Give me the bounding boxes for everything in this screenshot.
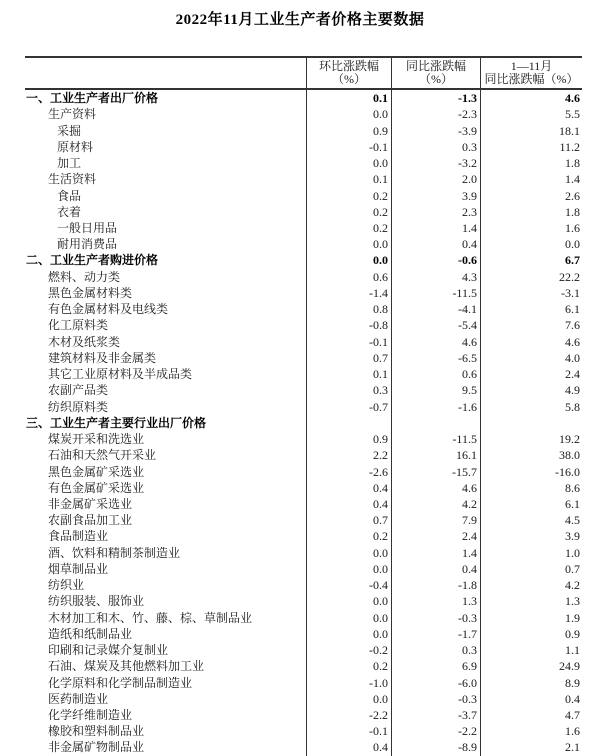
row-value: 1.0 [565, 545, 580, 560]
row-value [307, 415, 392, 431]
table-row [25, 463, 582, 479]
row-value: 2.1 [565, 740, 580, 755]
row-value: 1.1 [565, 643, 580, 658]
row-label: 生活资料 [25, 171, 307, 187]
row-label: 纺织业 [25, 577, 307, 593]
row-label: 生产资料 [25, 106, 307, 122]
table-row [25, 577, 582, 593]
row-label: 食品 [25, 187, 307, 203]
table-row [25, 204, 582, 220]
row-value: -0.1 [307, 139, 392, 155]
row-label: 原材料 [25, 139, 307, 155]
row-value [392, 415, 481, 431]
table-row [25, 480, 582, 496]
row-value: -0.4 [307, 577, 392, 593]
table-row [25, 545, 582, 561]
table-row [25, 236, 582, 252]
row-label: 石油和天然气开采业 [25, 447, 307, 463]
row-value: -1.6 [392, 398, 481, 414]
row-label: 农副食品加工业 [25, 512, 307, 528]
table-row [25, 285, 582, 301]
row-value: -0.2 [307, 642, 392, 658]
row-value: -1.8 [392, 577, 481, 593]
row-label: 黑色金属材料类 [25, 285, 307, 301]
row-value: -2.3 [392, 106, 481, 122]
row-label: 石油、煤炭及其他燃料加工业 [25, 658, 307, 674]
row-value: 2.6 [565, 188, 580, 203]
header-ytd-line1: 1—11月 [510, 59, 553, 73]
row-value: 0.6 [307, 269, 392, 285]
row-value: 3.9 [565, 529, 580, 544]
table-row [25, 171, 582, 187]
row-value: 0.3 [392, 642, 481, 658]
row-value: -0.1 [307, 334, 392, 350]
table-row [25, 122, 582, 138]
table-row [25, 528, 582, 544]
table-row [25, 723, 582, 739]
row-value: 7.6 [565, 318, 580, 333]
row-value: 4.3 [392, 269, 481, 285]
row-value: 6.7 [565, 253, 580, 268]
table-row [25, 415, 582, 431]
row-label: 非金属矿物制品业 [25, 739, 307, 755]
row-value: 0.1 [307, 171, 392, 187]
row-label: 衣着 [25, 204, 307, 220]
table-row [25, 252, 582, 268]
row-value: 16.1 [392, 447, 481, 463]
row-value: 0.2 [307, 658, 392, 674]
row-value: 2.4 [565, 367, 580, 382]
row-label: 其它工业原材料及半成品类 [25, 366, 307, 382]
row-label: 非金属矿采选业 [25, 496, 307, 512]
row-value: -16.0 [555, 464, 580, 479]
row-value: 0.9 [307, 122, 392, 138]
row-value: 11.2 [559, 139, 580, 154]
row-value: 19.2 [559, 432, 580, 447]
row-label: 医药制造业 [25, 691, 307, 707]
row-value: 0.2 [307, 204, 392, 220]
row-value: 2.3 [392, 204, 481, 220]
row-value: -2.2 [307, 707, 392, 723]
header-cell-ytd [481, 58, 582, 88]
row-value: -0.1 [307, 723, 392, 739]
row-label: 采掘 [25, 122, 307, 138]
row-label: 建筑材料及非金属类 [25, 350, 307, 366]
row-value: 6.1 [565, 302, 580, 317]
table-row [25, 674, 582, 690]
table-row [25, 512, 582, 528]
row-value: 0.4 [565, 691, 580, 706]
table-body [25, 90, 582, 756]
row-label: 农副产品类 [25, 382, 307, 398]
row-label: 化学原料和化学制品制造业 [25, 674, 307, 690]
row-value: 1.6 [565, 724, 580, 739]
header-mom-line1: 环比涨跌幅 [318, 59, 379, 73]
row-value: 0.7 [307, 512, 392, 528]
header-cell-yoy [392, 58, 481, 88]
table-header-row [25, 56, 582, 90]
row-value: 0.0 [307, 155, 392, 171]
row-value: 7.9 [392, 512, 481, 528]
table-row [25, 106, 582, 122]
table-row [25, 187, 582, 203]
table-row [25, 382, 582, 398]
row-value: 9.5 [392, 382, 481, 398]
row-value: -11.5 [392, 431, 481, 447]
table-row [25, 350, 582, 366]
row-label: 一、工业生产者出厂价格 [25, 90, 307, 106]
row-label: 化学纤维制造业 [25, 707, 307, 723]
row-value: 0.8 [307, 301, 392, 317]
table-row [25, 739, 582, 755]
row-value: 3.9 [392, 187, 481, 203]
row-value: 1.8 [565, 156, 580, 171]
header-yoy-line2: （%） [419, 72, 453, 86]
header-ytd-line2: 同比涨跌幅（%） [484, 72, 579, 86]
row-value: 5.8 [565, 399, 580, 414]
row-value: 4.9 [565, 383, 580, 398]
row-value: 4.0 [565, 350, 580, 365]
header-mom-line2: （%） [332, 72, 366, 86]
price-table [25, 56, 582, 756]
table-row [25, 398, 582, 414]
row-value: 0.9 [307, 431, 392, 447]
row-value: 1.3 [392, 593, 481, 609]
row-value: 0.1 [307, 366, 392, 382]
row-label: 有色金属矿采选业 [25, 480, 307, 496]
row-value: -1.4 [307, 285, 392, 301]
row-value: 0.0 [307, 252, 392, 268]
row-label: 二、工业生产者购进价格 [25, 252, 307, 268]
table-row [25, 658, 582, 674]
row-label: 印刷和记录媒介复制业 [25, 642, 307, 658]
row-value: -1.0 [307, 674, 392, 690]
table-row [25, 334, 582, 350]
row-value: 4.6 [392, 334, 481, 350]
row-value: 0.4 [392, 236, 481, 252]
row-label: 烟草制品业 [25, 561, 307, 577]
row-value: -15.7 [392, 463, 481, 479]
row-value: -3.1 [561, 285, 580, 300]
row-value: 0.0 [307, 236, 392, 252]
row-value: 4.7 [565, 708, 580, 723]
table-row [25, 139, 582, 155]
row-value: 1.4 [392, 545, 481, 561]
row-label: 酒、饮料和精制茶制造业 [25, 545, 307, 561]
row-value: 0.0 [307, 593, 392, 609]
row-value: -0.8 [307, 317, 392, 333]
row-label: 纺织原料类 [25, 398, 307, 414]
row-value: 0.4 [307, 496, 392, 512]
row-value: 1.9 [565, 610, 580, 625]
row-value: 0.0 [565, 237, 580, 252]
table-row [25, 301, 582, 317]
row-value: 1.3 [565, 594, 580, 609]
row-value: -5.4 [392, 317, 481, 333]
row-value: 2.2 [307, 447, 392, 463]
row-value: 0.4 [307, 739, 392, 755]
row-value: 4.6 [565, 91, 580, 106]
row-value: -8.9 [392, 739, 481, 755]
table-row [25, 691, 582, 707]
row-label: 加工 [25, 155, 307, 171]
row-value: 0.0 [307, 626, 392, 642]
row-label: 橡胶和塑料制品业 [25, 723, 307, 739]
row-value: 4.2 [392, 496, 481, 512]
row-value: -1.7 [392, 626, 481, 642]
page-title: 2022年11月工业生产者价格主要数据 [175, 12, 425, 28]
row-value: -4.1 [392, 301, 481, 317]
row-value: -1.3 [392, 90, 481, 106]
row-value: 0.3 [392, 139, 481, 155]
table-row [25, 220, 582, 236]
row-label: 有色金属材料及电线类 [25, 301, 307, 317]
row-label: 纺织服装、服饰业 [25, 593, 307, 609]
header-cell-mom [307, 58, 392, 88]
table-row [25, 317, 582, 333]
row-value: 4.6 [565, 334, 580, 349]
row-value: 18.1 [559, 123, 580, 138]
row-value: 1.4 [392, 220, 481, 236]
row-value: 2.4 [392, 528, 481, 544]
row-label: 造纸和纸制品业 [25, 626, 307, 642]
row-value: -0.7 [307, 398, 392, 414]
row-value: 0.6 [392, 366, 481, 382]
table-row [25, 366, 582, 382]
row-label: 木材及纸浆类 [25, 334, 307, 350]
table-row [25, 610, 582, 626]
row-value: 0.0 [307, 610, 392, 626]
row-value: 6.9 [392, 658, 481, 674]
row-value: 0.0 [307, 545, 392, 561]
row-value: 0.9 [565, 626, 580, 641]
row-value: -0.3 [392, 610, 481, 626]
row-value: 0.7 [307, 350, 392, 366]
row-value: 0.2 [307, 187, 392, 203]
row-value: 8.9 [565, 675, 580, 690]
table-row [25, 642, 582, 658]
table-row [25, 447, 582, 463]
row-label: 燃料、动力类 [25, 269, 307, 285]
table-row [25, 496, 582, 512]
row-value: 4.6 [392, 480, 481, 496]
row-value [481, 415, 582, 431]
row-value: 0.2 [307, 220, 392, 236]
row-value: 22.2 [559, 269, 580, 284]
table-row [25, 155, 582, 171]
row-value: 0.3 [307, 382, 392, 398]
row-value: -3.2 [392, 155, 481, 171]
row-value: 38.0 [559, 448, 580, 463]
row-value: -0.6 [392, 252, 481, 268]
row-label: 食品制造业 [25, 528, 307, 544]
row-value: -2.2 [392, 723, 481, 739]
row-value: 6.1 [565, 496, 580, 511]
row-value: 0.4 [392, 561, 481, 577]
row-value: -0.3 [392, 691, 481, 707]
row-label: 煤炭开采和洗选业 [25, 431, 307, 447]
row-value: -6.5 [392, 350, 481, 366]
row-value: 0.2 [307, 528, 392, 544]
table-row [25, 269, 582, 285]
table-row [25, 626, 582, 642]
row-value: -3.7 [392, 707, 481, 723]
row-value: 0.0 [307, 691, 392, 707]
row-value: 4.2 [565, 578, 580, 593]
header-yoy-line1: 同比涨跌幅 [405, 59, 466, 73]
row-value: -6.0 [392, 674, 481, 690]
row-value: -2.6 [307, 463, 392, 479]
row-value: 4.5 [565, 513, 580, 528]
row-value: 2.0 [392, 171, 481, 187]
row-value: 0.4 [307, 480, 392, 496]
row-value: 1.4 [565, 172, 580, 187]
row-label: 三、工业生产者主要行业出厂价格 [25, 415, 307, 431]
row-value: 8.6 [565, 480, 580, 495]
row-value: 0.7 [565, 561, 580, 576]
table-row [25, 593, 582, 609]
row-value: 0.0 [307, 106, 392, 122]
row-label: 木材加工和木、竹、藤、棕、草制品业 [25, 610, 307, 626]
row-value: 0.1 [307, 90, 392, 106]
row-value: -3.9 [392, 122, 481, 138]
table-row [25, 561, 582, 577]
row-value: 24.9 [559, 659, 580, 674]
table-row [25, 90, 582, 106]
table-row [25, 431, 582, 447]
row-value: 1.8 [565, 204, 580, 219]
row-value: 5.5 [565, 107, 580, 122]
row-value: 1.6 [565, 220, 580, 235]
row-value: -11.5 [392, 285, 481, 301]
row-label: 一般日用品 [25, 220, 307, 236]
row-label: 化工原料类 [25, 317, 307, 333]
row-label: 黑色金属矿采选业 [25, 463, 307, 479]
header-cell-empty [25, 58, 307, 88]
row-value: 0.0 [307, 561, 392, 577]
row-label: 耐用消费品 [25, 236, 307, 252]
table-row [25, 707, 582, 723]
